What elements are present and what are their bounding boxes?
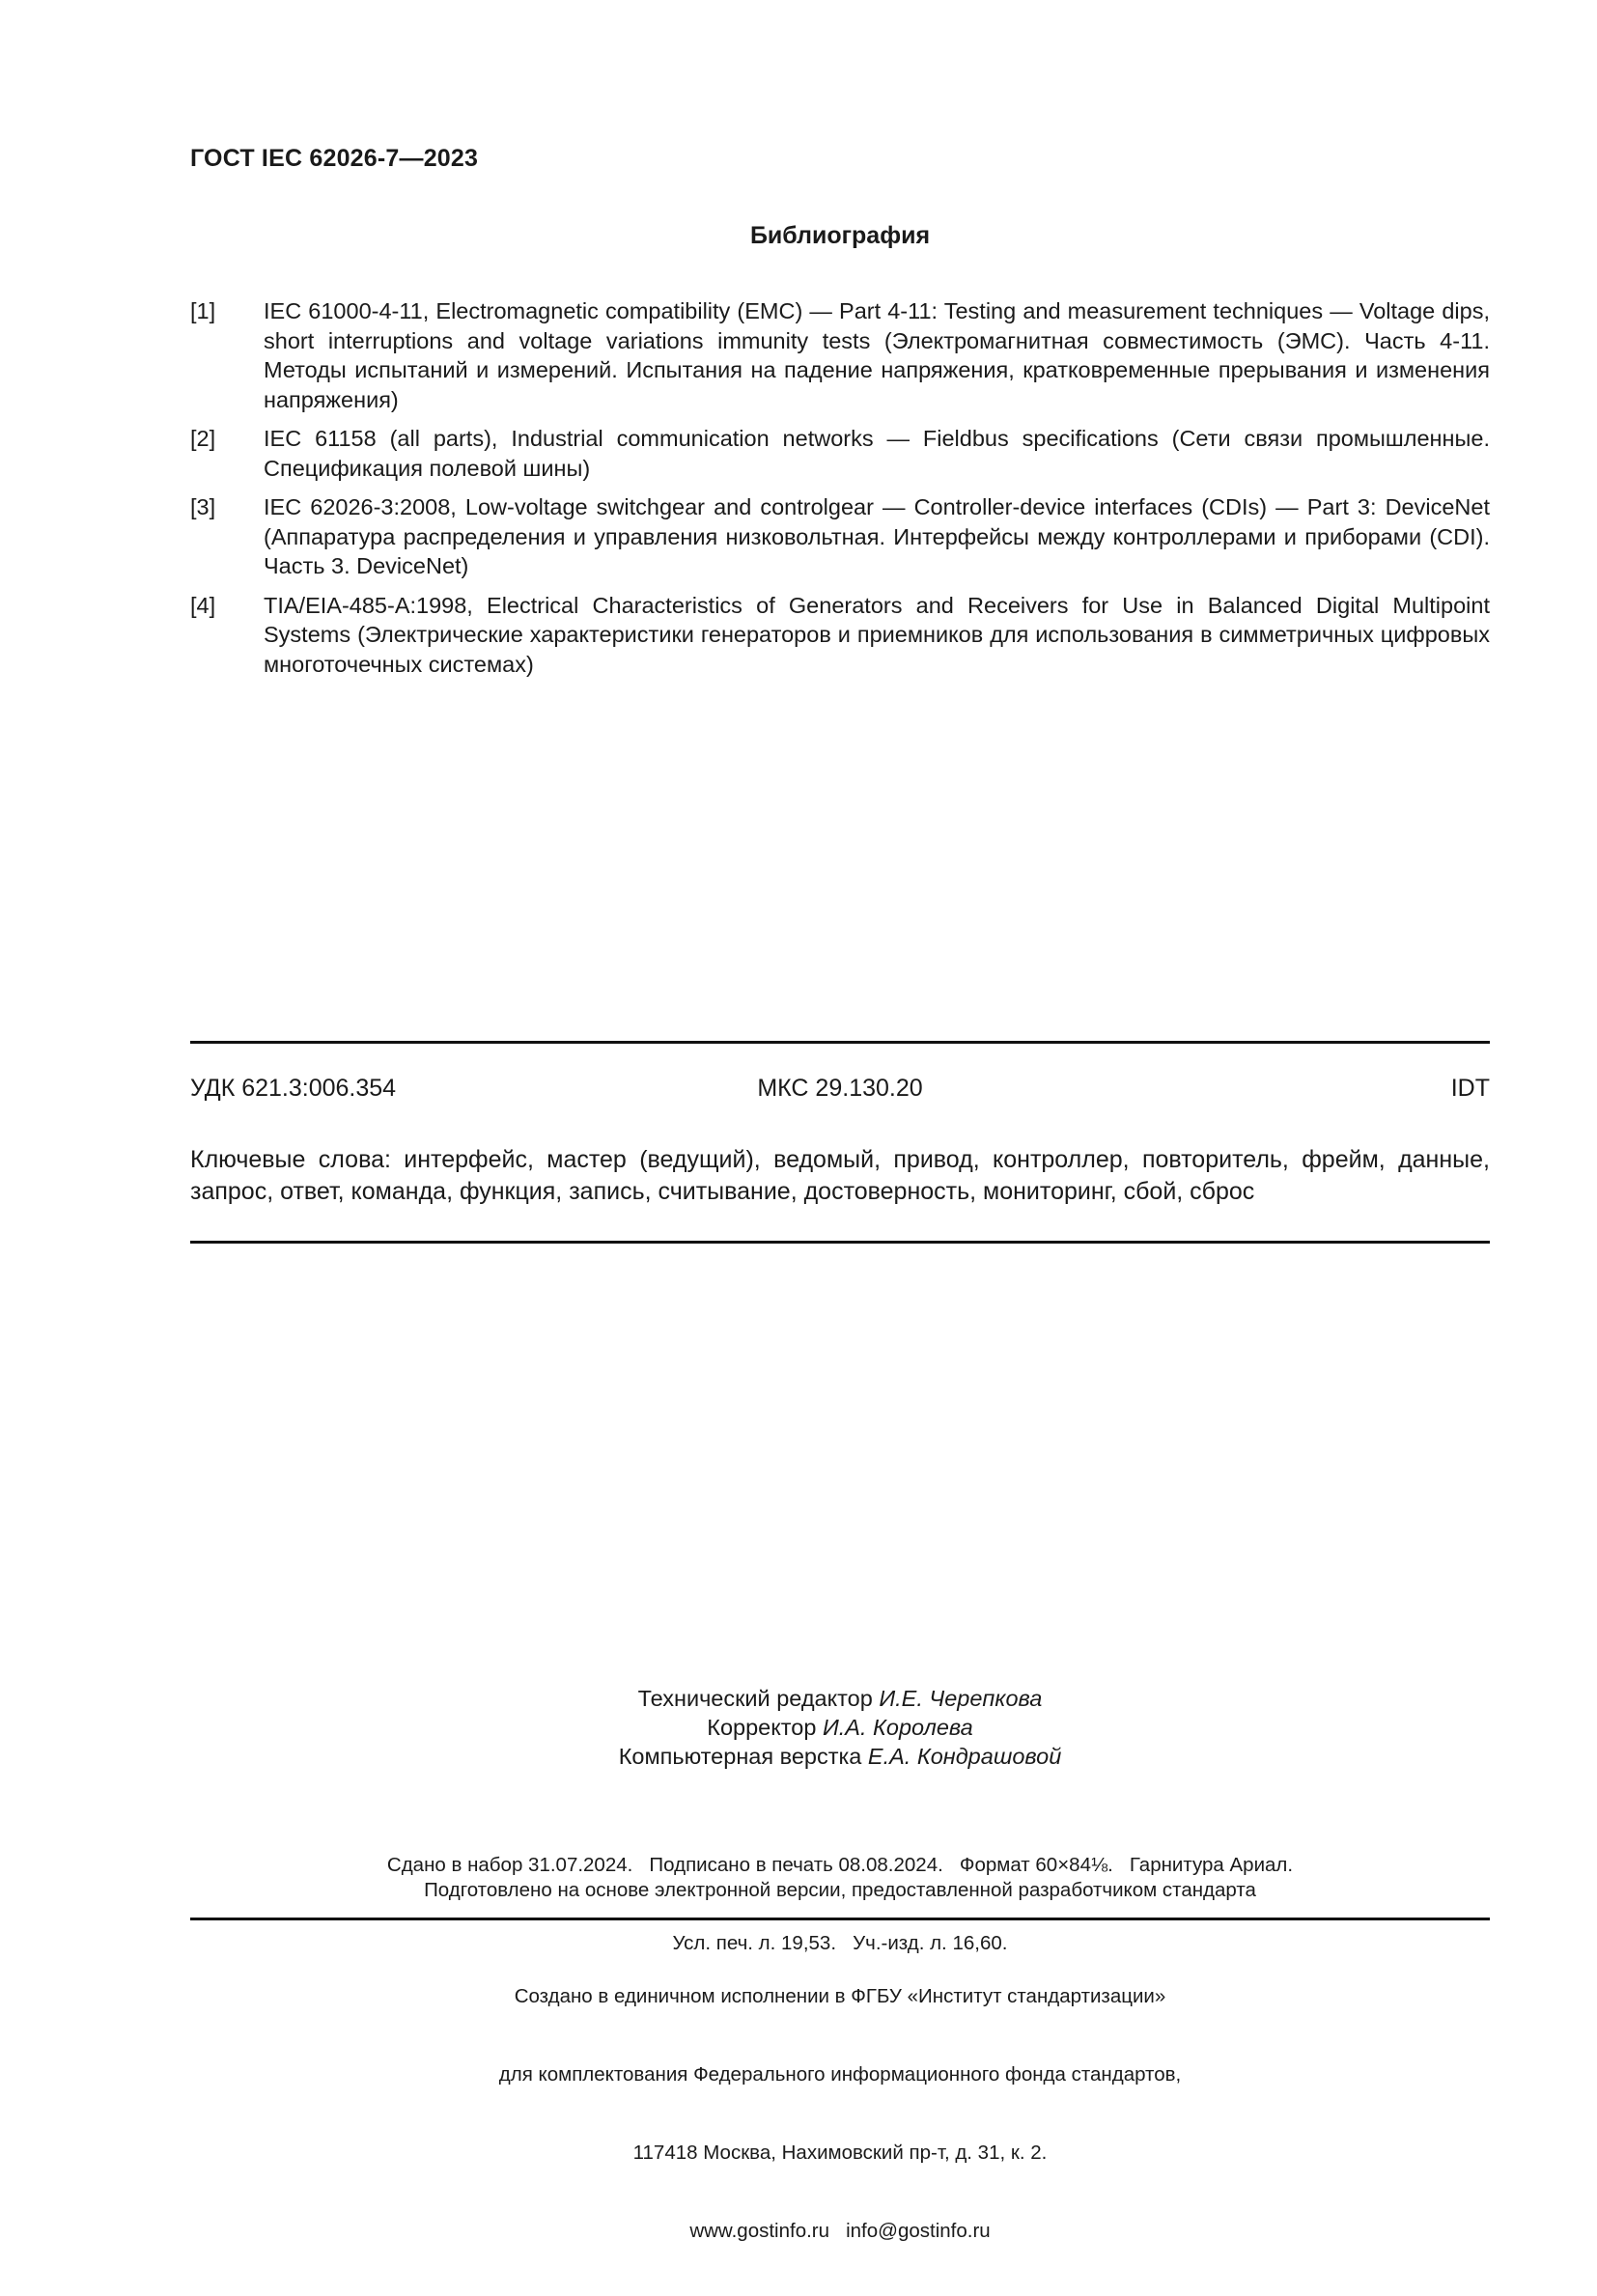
reference-text: IEC 62026-3:2008, Low-voltage switchgear and controlgear — Controller-device interfaces (CDIs) — Part 3: DeviceNet (Аппаратура распределения и управления низковольтная. Интерфейсы между контроллерами и приборами (CDI). Часть 3. DeviceNet) — [264, 494, 1490, 578]
credit-name: И.Е. Черепкова — [879, 1686, 1043, 1711]
udk-code: УДК 621.3:006.354 — [190, 1075, 397, 1102]
divider — [190, 1241, 1490, 1244]
credit-line — [190, 1742, 1490, 1771]
bibliography-item — [190, 424, 1490, 483]
section-title: Библиография — [749, 222, 931, 249]
keywords: Ключевые слова: интерфейс, мастер (ведущий), ведомый, привод, контроллер, повторитель, фрейм, данные, запрос, ответ, команда, функция, запись, считывание, достоверность, мониторинг, сбой, сброс — [190, 1146, 1490, 1205]
document-header: ГОСТ IEC 62026-7—2023 — [190, 145, 479, 172]
publisher-line: Создано в единичном исполнении в ФГБУ «Институт стандартизации» — [514, 1985, 1166, 2007]
equivalence-code: IDT — [1450, 1075, 1490, 1102]
credit-line — [190, 1684, 1490, 1713]
reference-number: [3] — [190, 494, 216, 519]
prepared-note: Подготовлено на основе электронной версии, предоставленной разработчиком стандарта — [424, 1879, 1256, 1901]
divider — [190, 1041, 1490, 1044]
publisher-info — [190, 1931, 1490, 2296]
bibliography-list — [190, 296, 1490, 688]
classification-row — [190, 1075, 1490, 1103]
publisher-line: для комплектования Федерального информационного фонда стандартов, — [498, 2063, 1182, 2086]
reference-number: [2] — [190, 426, 216, 451]
mks-code: МКС 29.130.20 — [757, 1075, 923, 1102]
bibliography-item — [190, 296, 1490, 414]
credit-role: Корректор — [707, 1715, 817, 1740]
publisher-line: 117418 Москва, Нахимовский пр-т, д. 31, к. 2. — [632, 2142, 1048, 2164]
credit-line — [190, 1713, 1490, 1742]
print-info-line: Усл. печ. л. 19,53. Уч.-изд. л. 16,60. — [672, 1932, 1008, 1954]
document-page — [190, 0, 1490, 2258]
reference-text: IEC 61000-4-11, Electromagnetic compatibility (EMC) — Part 4-11: Testing and measurement techniques — Voltage dips, short interruptions and voltage variations immunity tests (Электромагнитная совместимость (ЭМС). Часть 4-11. Методы испытаний и измерений. Испытания на падение напряжения, кратковременные прерывания и изменения напряжения) — [264, 298, 1490, 412]
credit-name: И.А. Королева — [822, 1715, 973, 1740]
credit-role: Компьютерная верстка — [618, 1744, 862, 1769]
credits-block — [190, 1684, 1490, 1771]
divider — [190, 1918, 1490, 1920]
bibliography-item — [190, 492, 1490, 581]
reference-number: [1] — [190, 298, 216, 323]
publisher-contacts: www.gostinfo.ru info@gostinfo.ru — [689, 2220, 991, 2242]
reference-text: TIA/EIA-485-A:1998, Electrical Characteristics of Generators and Receivers for Use in Balanced Digital Multipoint Systems (Электрические характеристики генераторов и приемников для использования в симметричных цифровых многоточечных системах) — [264, 592, 1490, 677]
bibliography-item — [190, 591, 1490, 680]
reference-number: [4] — [190, 592, 216, 618]
reference-text: IEC 61158 (all parts), Industrial communication networks — Fieldbus specifications (Сети связи промышленные. Спецификация полевой шины) — [264, 426, 1490, 481]
credit-name: Е.А. Кондрашовой — [867, 1744, 1062, 1769]
print-info-line: Сдано в набор 31.07.2024. Подписано в печать 08.08.2024. Формат 60×84⅛. Гарнитура Ариал. — [386, 1854, 1294, 1876]
credit-role: Технический редактор — [637, 1686, 873, 1711]
